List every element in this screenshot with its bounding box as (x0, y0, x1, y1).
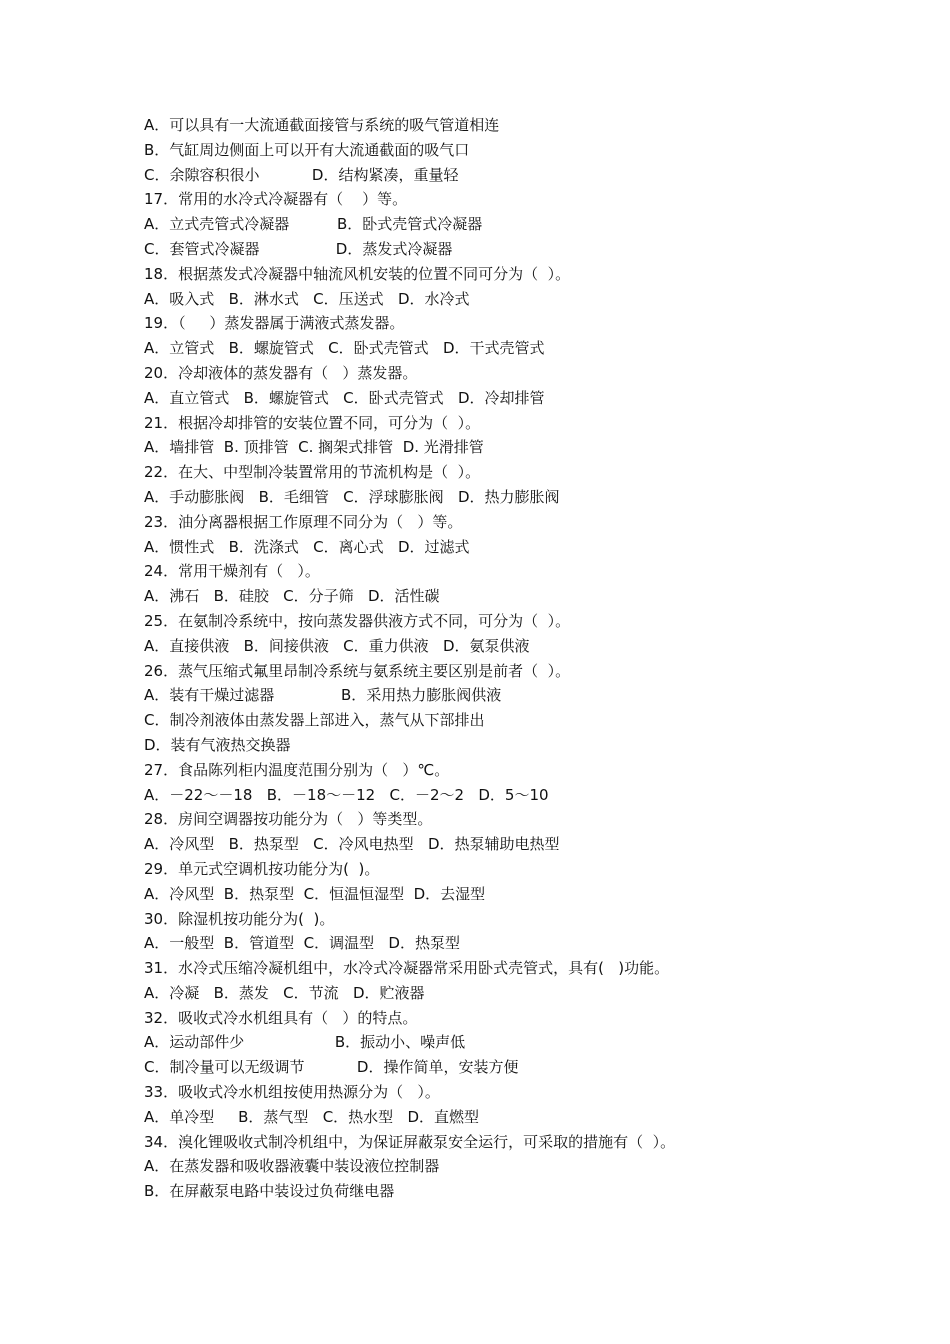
question-line: 32．吸收式冷水机组具有（ ）的特点。 (144, 1008, 418, 1027)
option-line: A．一般型 B．管道型 C．调温型 D．热泵型 (144, 934, 460, 953)
option-line: C．余隙容积很小 D．结构紧凑，重量轻 (144, 165, 459, 184)
option-line: B．气缸周边侧面上可以开有大流通截面的吸气口 (144, 140, 470, 159)
option-line: A．冷风型 B．热泵型 C．冷风电热型 D．热泵辅助电热型 (144, 835, 560, 854)
question-line: 20．冷却液体的蒸发器有（ ）蒸发器。 (144, 363, 418, 382)
option-line: A．吸入式 B．淋水式 C．压送式 D．水冷式 (144, 289, 470, 308)
question-line: 31．水冷式压缩冷凝机组中，水冷式冷凝器常采用卧式壳管式，具有( )功能。 (144, 959, 670, 978)
option-line: C．套管式冷凝器 D．蒸发式冷凝器 (144, 239, 453, 258)
option-line: A．装有干燥过滤器 B．采用热力膨胀阀供液 (144, 686, 502, 705)
option-line: A．冷凝 B．蒸发 C．节流 D．贮液器 (144, 983, 425, 1002)
question-line: 34．溴化锂吸收式制冷机组中，为保证屏蔽泵安全运行，可采取的措施有（ ）。 (144, 1132, 676, 1151)
option-line: D．装有气液热交换器 (144, 735, 291, 754)
option-line: A．惯性式 B．洗涤式 C．离心式 D．过滤式 (144, 537, 470, 556)
question-line: 21．根据冷却排管的安装位置不同，可分为（ ）。 (144, 413, 481, 432)
question-line: 18．根据蒸发式冷凝器中轴流风机安装的位置不同可分为（ ）。 (144, 264, 571, 283)
question-line: 24．常用干燥剂有（ ）。 (144, 562, 320, 581)
question-line: 26．蒸气压缩式氟里昂制冷系统与氨系统主要区别是前者（ ）。 (144, 661, 571, 680)
option-line: A．单冷型 B．蒸气型 C．热水型 D．直燃型 (144, 1107, 480, 1126)
question-line: 19．（ ）蒸发器属于满液式蒸发器。 (144, 314, 405, 333)
option-line: A．可以具有一大流通截面接管与系统的吸气管道相连 (144, 116, 500, 134)
document-body (144, 113, 904, 1204)
option-line: A．手动膨胀阀 B．毛细管 C．浮球膨胀阀 D．热力膨胀阀 (144, 487, 560, 506)
option-line: B．在屏蔽泵电路中装设过负荷继电器 (144, 1182, 395, 1201)
option-line: A．立管式 B．螺旋管式 C．卧式壳管式 D．干式壳管式 (144, 339, 545, 358)
option-line: A．运动部件少 B．振动小、噪声低 (144, 1033, 466, 1052)
question-line: 27．食品陈列柜内温度范围分别为（ ）℃。 (144, 760, 450, 779)
option-line: A．立式壳管式冷凝器 B．卧式壳管式冷凝器 (144, 215, 483, 234)
question-line: 29．单元式空调机按功能分为( )。 (144, 859, 380, 878)
question-line: 17．常用的水冷式冷凝器有（ ）等。 (144, 190, 408, 209)
question-line: 25．在氨制冷系统中，按向蒸发器供液方式不同，可分为（ ）。 (144, 611, 571, 630)
question-line: 28．房间空调器按功能分为（ ）等类型。 (144, 810, 433, 829)
question-line: 33．吸收式冷水机组按使用热源分为（ ）。 (144, 1083, 440, 1102)
question-line: 30．除湿机按功能分为( )。 (144, 909, 335, 928)
option-line: A．在蒸发器和吸收器液囊中装设液位控制器 (144, 1157, 440, 1176)
option-line: C．制冷剂液体由蒸发器上部进入，蒸气从下部排出 (144, 711, 485, 730)
option-line: A．直接供液 B．间接供液 C．重力供液 D．氨泵供液 (144, 636, 530, 655)
question-line: 22．在大、中型制冷装置常用的节流机构是（ ）。 (144, 463, 481, 482)
option-line: C．制冷量可以无级调节 D．操作简单，安装方便 (144, 1058, 519, 1077)
option-line: A．－22～－18 B．－18～－12 C．－2～2 D．5～10 (144, 785, 549, 804)
option-line: A．墙排管 B. 顶排管 C. 搁架式排管 D. 光滑排管 (144, 438, 484, 457)
question-line: 23．油分离器根据工作原理不同分为（ ）等。 (144, 512, 463, 531)
option-line: A．冷风型 B．热泵型 C．恒温恒湿型 D．去湿型 (144, 884, 486, 903)
option-line: A．直立管式 B．螺旋管式 C．卧式壳管式 D．冷却排管 (144, 388, 545, 407)
option-line: A．沸石 B．硅胶 C．分子筛 D．活性碳 (144, 587, 440, 606)
